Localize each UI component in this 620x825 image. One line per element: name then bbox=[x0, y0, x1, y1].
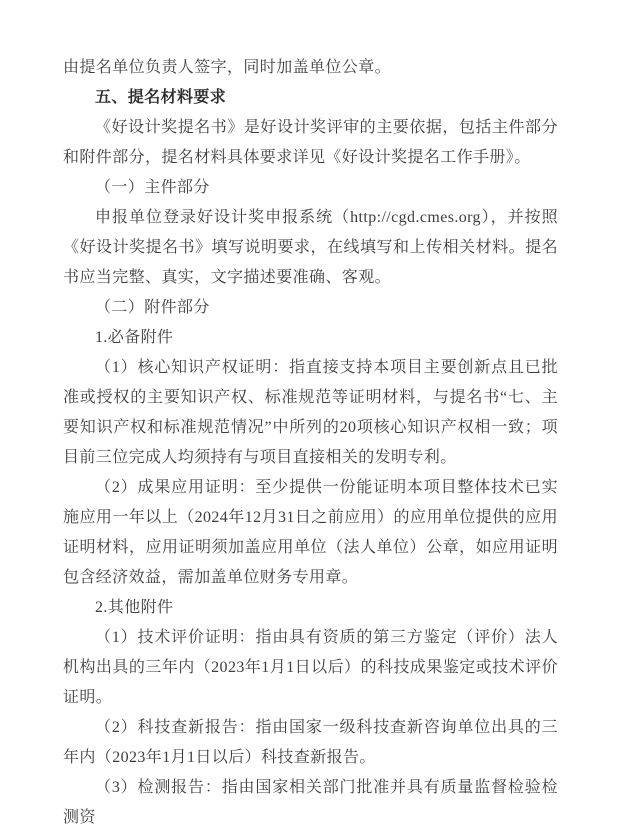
paragraph-core-ip-certificate: （1）核心知识产权证明：指直接支持本项目主要创新点且已批准或授权的主要知识产权、标准规范等证明材料，与提名书“七、主要知识产权和标准规范情况”中所列的20项核心知识产权相一致；项目前三位完成人均须持有与项目直接相关的发明专利。 bbox=[63, 359, 558, 466]
paragraph-testing-report-cutoff: （3）检测报告：指由国家相关部门批准并具有质量监督检验检测资 bbox=[63, 779, 558, 825]
paragraph-technical-evaluation-certificate: （1）技术评价证明：指由具有资质的第三方鉴定（评价）法人机构出具的三年内（2023年1月1日以后）的科技成果鉴定或技术评价证明。 bbox=[63, 629, 558, 706]
list-item-other-attachments: 2.其他附件 bbox=[95, 599, 174, 616]
paragraph-nomination-book-overview: 《好设计奖提名书》是好设计奖评审的主要依据，包括主件部分和附件部分，提名材料具体要求详见《好设计奖提名工作手册》。 bbox=[63, 119, 558, 166]
section-heading-nomination-material-requirements: 五、提名材料要求 bbox=[95, 89, 227, 106]
paragraph-signature-seal-continuation: 由提名单位负责人签字，同时加盖单位公章。 bbox=[63, 59, 392, 76]
subsection-heading-main-part: （一）主件部分 bbox=[95, 179, 210, 196]
paragraph-application-proof: （2）成果应用证明：至少提供一份能证明本项目整体技术已实施应用一年以上（2024年12月31日之前应用）的应用单位提供的应用证明材料，应用证明须加盖应用单位（法人单位）公章，如应用证明包含经济效益，需加盖单位财务专用章。 bbox=[63, 479, 558, 586]
paragraph-online-application-system: 申报单位登录好设计奖申报系统（http://cgd.cmes.org），并按照《好设计奖提名书》填写说明要求，在线填写和上传相关材料。提名书应当完整、真实，文字描述要准确、客观。 bbox=[63, 209, 558, 286]
subsection-heading-attachment-part: （二）附件部分 bbox=[95, 299, 210, 316]
list-item-required-attachments: 1.必备附件 bbox=[95, 329, 174, 346]
paragraph-novelty-search-report: （2）科技查新报告：指由国家一级科技查新咨询单位出具的三年内（2023年1月1日以后）科技查新报告。 bbox=[63, 719, 558, 766]
